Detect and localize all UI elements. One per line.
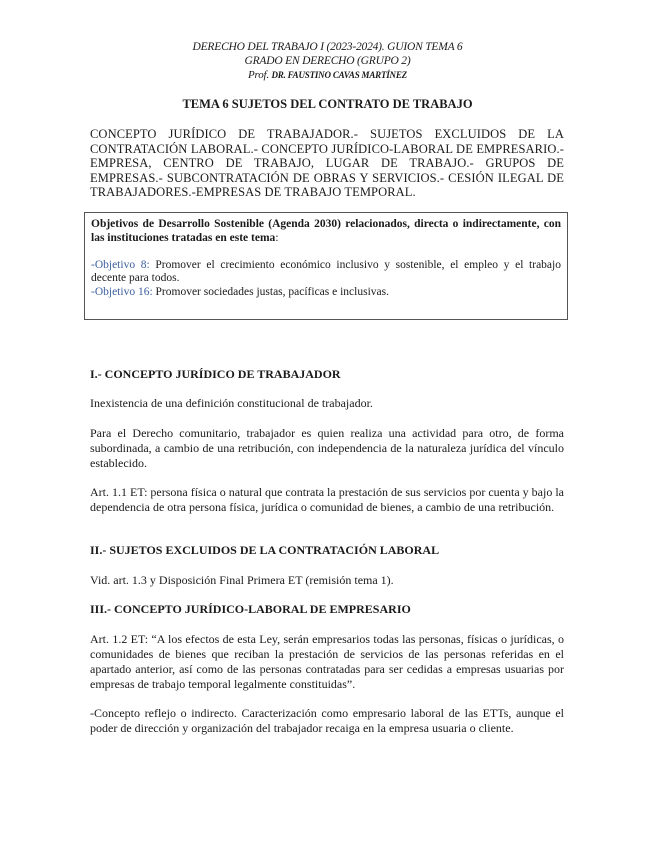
degree-title: GRADO EN DERECHO (GRUPO 2) bbox=[244, 55, 411, 67]
sdg-heading-colon: : bbox=[275, 231, 279, 244]
sdg-objective-16 bbox=[91, 286, 561, 300]
professor-line bbox=[0, 68, 655, 82]
sdg-objective-8-label: -Objetivo 8: bbox=[91, 258, 150, 271]
section-2-title: II.- SUJETOS EXCLUIDOS DE LA CONTRATACIÓN LABORAL bbox=[90, 543, 440, 557]
sdg-objective-8 bbox=[91, 259, 561, 287]
section-3-paragraph-2: -Concepto reflejo o indirecto. Caracterización como empresario laboral de las ETTs, aunque el poder de dirección y organización del trabajador recaiga en la empresa usuaria o cliente. bbox=[90, 706, 564, 735]
page-title: TEMA 6 SUJETOS DEL CONTRATO DE TRABAJO bbox=[182, 97, 473, 111]
section-1-paragraph-1: Inexistencia de una definición constitucional de trabajador. bbox=[90, 396, 373, 410]
section-2-paragraph-1: Vid. art. 1.3 y Disposición Final Primera ET (remisión tema 1). bbox=[90, 573, 394, 587]
course-title: DERECHO DEL TRABAJO I (2023-2024). GUION TEMA 6 bbox=[192, 41, 463, 53]
sdg-box bbox=[84, 212, 568, 320]
sdg-objective-8-text: Promover el crecimiento económico inclusivo y sostenible, el empleo y el trabajo decente para todos. bbox=[91, 258, 561, 285]
section-1-title: I.- CONCEPTO JURÍDICO DE TRABAJADOR bbox=[90, 367, 341, 381]
topic-summary: CONCEPTO JURÍDICO DE TRABAJADOR.- SUJETOS EXCLUIDOS DE LA CONTRATACIÓN LABORAL.- CONCEPTO JURÍDICO-LABORAL DE EMPRESARIO.- EMPRESA, CENTRO DE TRABAJO, LUGAR DE TRABAJO.- GRUPOS DE EMPRESAS.- SUBCONTRATACIÓN DE OBRAS Y SERVICIOS.- CESIÓN ILEGAL DE TRABAJADORES.-EMPRESAS DE TRABAJO TEMPORAL. bbox=[90, 127, 564, 200]
section-3-title: III.- CONCEPTO JURÍDICO-LABORAL DE EMPRESARIO bbox=[90, 602, 411, 616]
professor-name: DR. FAUSTINO CAVAS MARTÍNEZ bbox=[271, 70, 407, 80]
sdg-heading bbox=[91, 218, 561, 246]
section-1-paragraph-3: Art. 1.1 ET: persona física o natural que contrata la prestación de sus servicios por cuenta y bajo la dependencia de otra persona física, jurídica o comunidad de bienes, a cambio de una retribución. bbox=[90, 485, 564, 514]
sdg-objective-16-label: -Objetivo 16: bbox=[91, 286, 153, 299]
section-1-paragraph-2: Para el Derecho comunitario, trabajador es quien realiza una actividad para otro, de forma subordinada, a cambio de una retribución, con independencia de la naturaleza jurídica del vínculo establecido. bbox=[90, 426, 564, 470]
professor-prefix: Prof. bbox=[248, 69, 272, 81]
sdg-heading-text: Objetivos de Desarrollo Sostenible (Agenda 2030) relacionados, directa o indirectamente, con las instituciones tratadas en este tema bbox=[91, 218, 561, 244]
document-header bbox=[0, 40, 655, 82]
sdg-objective-16-text: Promover sociedades justas, pacíficas e inclusivas. bbox=[152, 286, 389, 299]
section-3-paragraph-1: Art. 1.2 ET: “A los efectos de esta Ley, serán empresarios todas las personas, físicas o jurídicas, o comunidades de bienes que reciban la prestación de servicios de las personas referidas en el apartado anterior, así como de las personas contratadas para ser cedidas a empresas usuarias por empresas de trabajo temporal legalmente constituidas”. bbox=[90, 632, 564, 691]
